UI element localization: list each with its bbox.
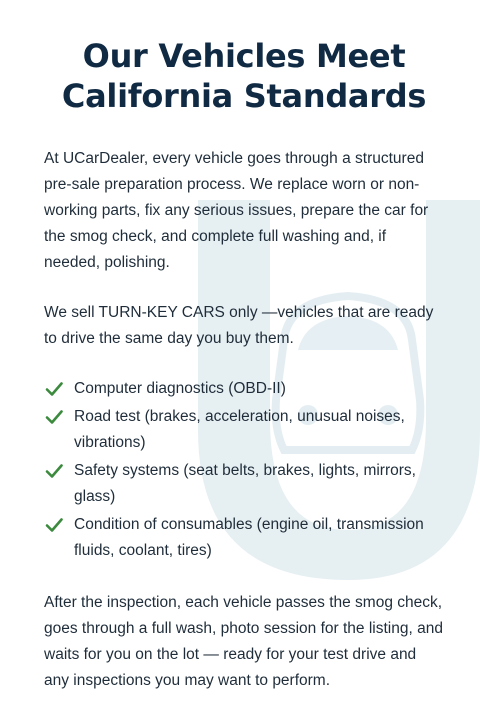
checklist-item [44, 404, 444, 456]
checklist-item [44, 512, 444, 564]
intro-paragraph: At UCarDealer, every vehicle goes through a structured pre-sale preparation process. We replace worn or non-working parts, fix any serious issues, prepare the car for the smog check, and complete full washing and, if needed, polishing. [44, 150, 429, 271]
closing-paragraph: After the inspection, each vehicle passes the smog check, goes through a full wash, photo session for the listing, and waits for you on the lot — ready for your test drive and any inspections you may want to perform. [44, 594, 443, 689]
inspection-checklist [44, 376, 444, 564]
checklist-item [44, 458, 444, 510]
check-icon [44, 461, 64, 481]
check-icon [44, 407, 64, 427]
checklist-item-text: Road test (brakes, acceleration, unusual noises, vibrations) [74, 408, 405, 451]
page-title [44, 36, 444, 116]
turnkey-paragraph: We sell TURN-KEY CARS only —vehicles that are ready to drive the same day you buy them. [44, 304, 434, 347]
check-icon [44, 379, 64, 399]
content [0, 36, 480, 694]
checklist-item-text: Safety systems (seat belts, brakes, lights, mirrors, glass) [74, 462, 416, 505]
checklist-item-text: Computer diagnostics (OBD-II) [74, 380, 286, 397]
page-title-line-1: Our Vehicles Meet [82, 37, 406, 75]
check-icon [44, 515, 64, 535]
checklist-item-text: Condition of consumables (engine oil, transmission fluids, coolant, tires) [74, 516, 424, 559]
page-title-line-2: California Standards [61, 77, 427, 115]
checklist-item [44, 376, 444, 402]
